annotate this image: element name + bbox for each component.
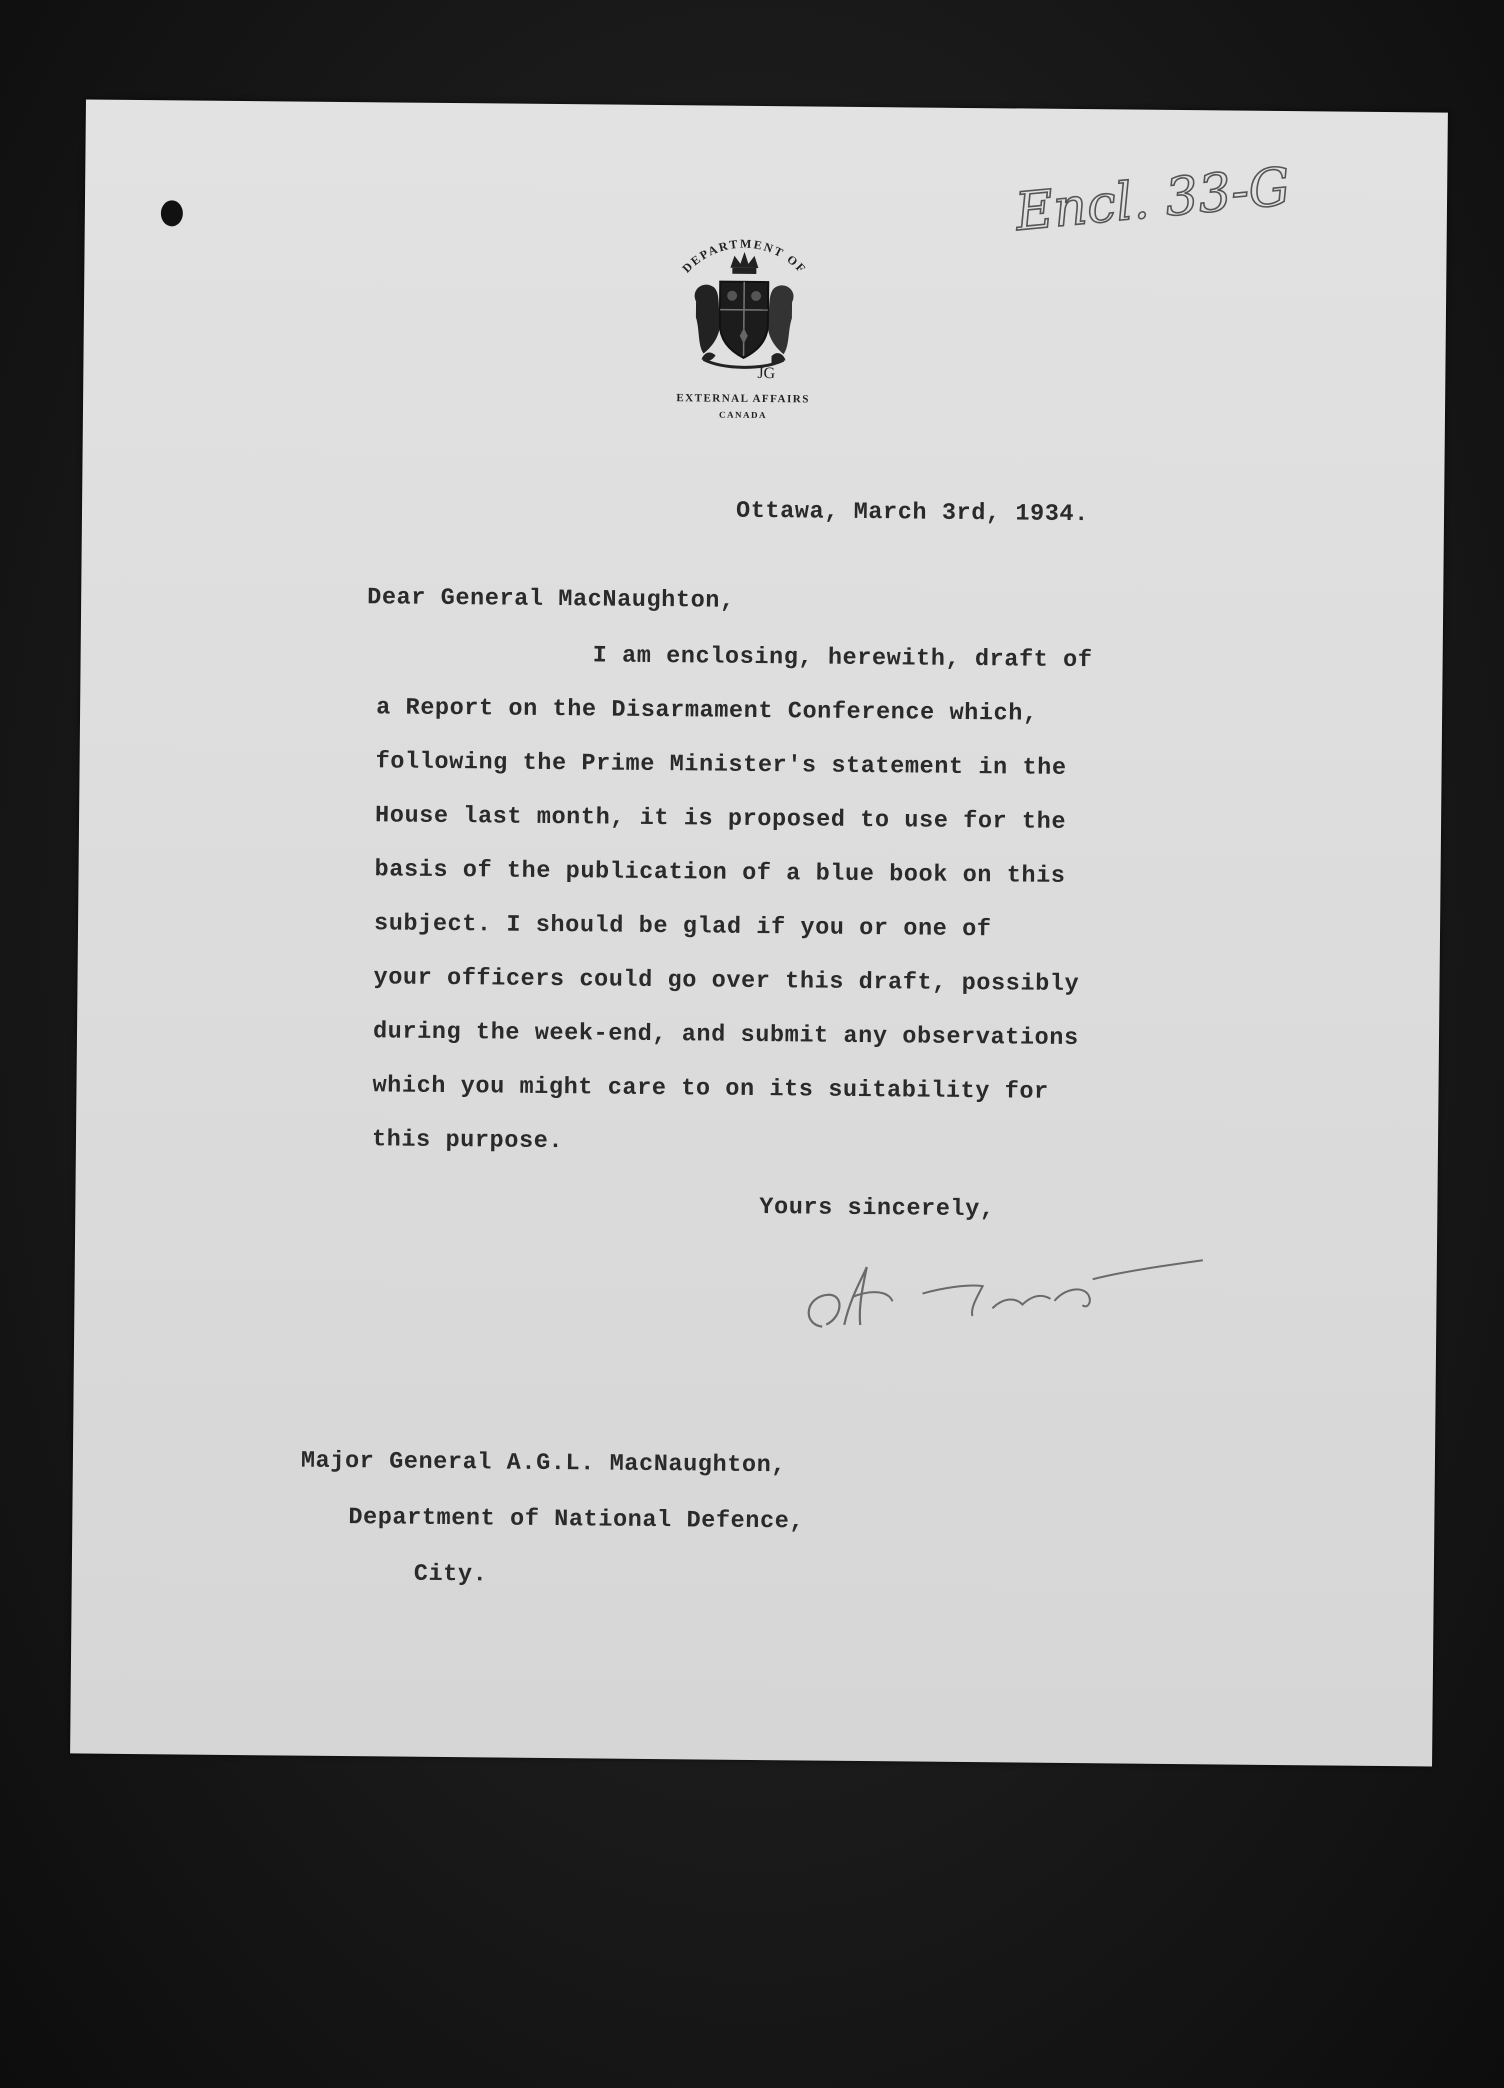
letter-salutation: Dear General MacNaughton, (367, 584, 735, 615)
letterhead-country: CANADA (718, 409, 768, 421)
letter-body-line: basis of the publication of a blue book on this (374, 856, 1066, 890)
recipient-city: City. (413, 1560, 488, 1589)
letter-closing: Yours sincerely, (759, 1194, 995, 1224)
signature (792, 1236, 1213, 1350)
letter-body-line: a Report on the Disarmament Conference which, (376, 694, 1038, 728)
handwritten-note-image (995, 138, 1326, 251)
letter-body-line: House last month, it is proposed to use for the (374, 802, 1067, 836)
coat-of-arms-icon (633, 205, 855, 427)
letterhead-department: EXTERNAL AFFAIRS (676, 392, 810, 406)
signature-image (792, 1236, 1213, 1350)
letter-page (70, 100, 1448, 1767)
letter-body-line: this purpose. (371, 1126, 564, 1156)
handwritten-note-text: Encl. 33-G (1012, 156, 1293, 243)
punch-hole (161, 200, 183, 226)
letter-body-line: which you might care to on its suitability for (372, 1072, 1049, 1106)
letter-body-line: subject. I should be glad if you or one of (373, 910, 992, 944)
letter-body-line: your officers could go over this draft, possibly (373, 964, 1080, 999)
handwritten-annotation (995, 138, 1326, 251)
crest-monogram: JG (757, 364, 776, 383)
letterhead-crest (633, 205, 855, 427)
letter-body-line: I am enclosing, herewith, draft of (592, 642, 1093, 675)
letter-body-line: following the Prime Minister's statement in the (375, 748, 1067, 782)
recipient-department: Department of National Defence, (348, 1504, 805, 1536)
letter-body-line: during the week-end, and submit any observations (372, 1018, 1079, 1053)
crest-arc-text: DEPARTMENT OF (679, 236, 810, 277)
letter-date: Ottawa, March 3rd, 1934. (735, 497, 1090, 529)
recipient-name: Major General A.G.L. MacNaughton, (300, 1447, 787, 1480)
